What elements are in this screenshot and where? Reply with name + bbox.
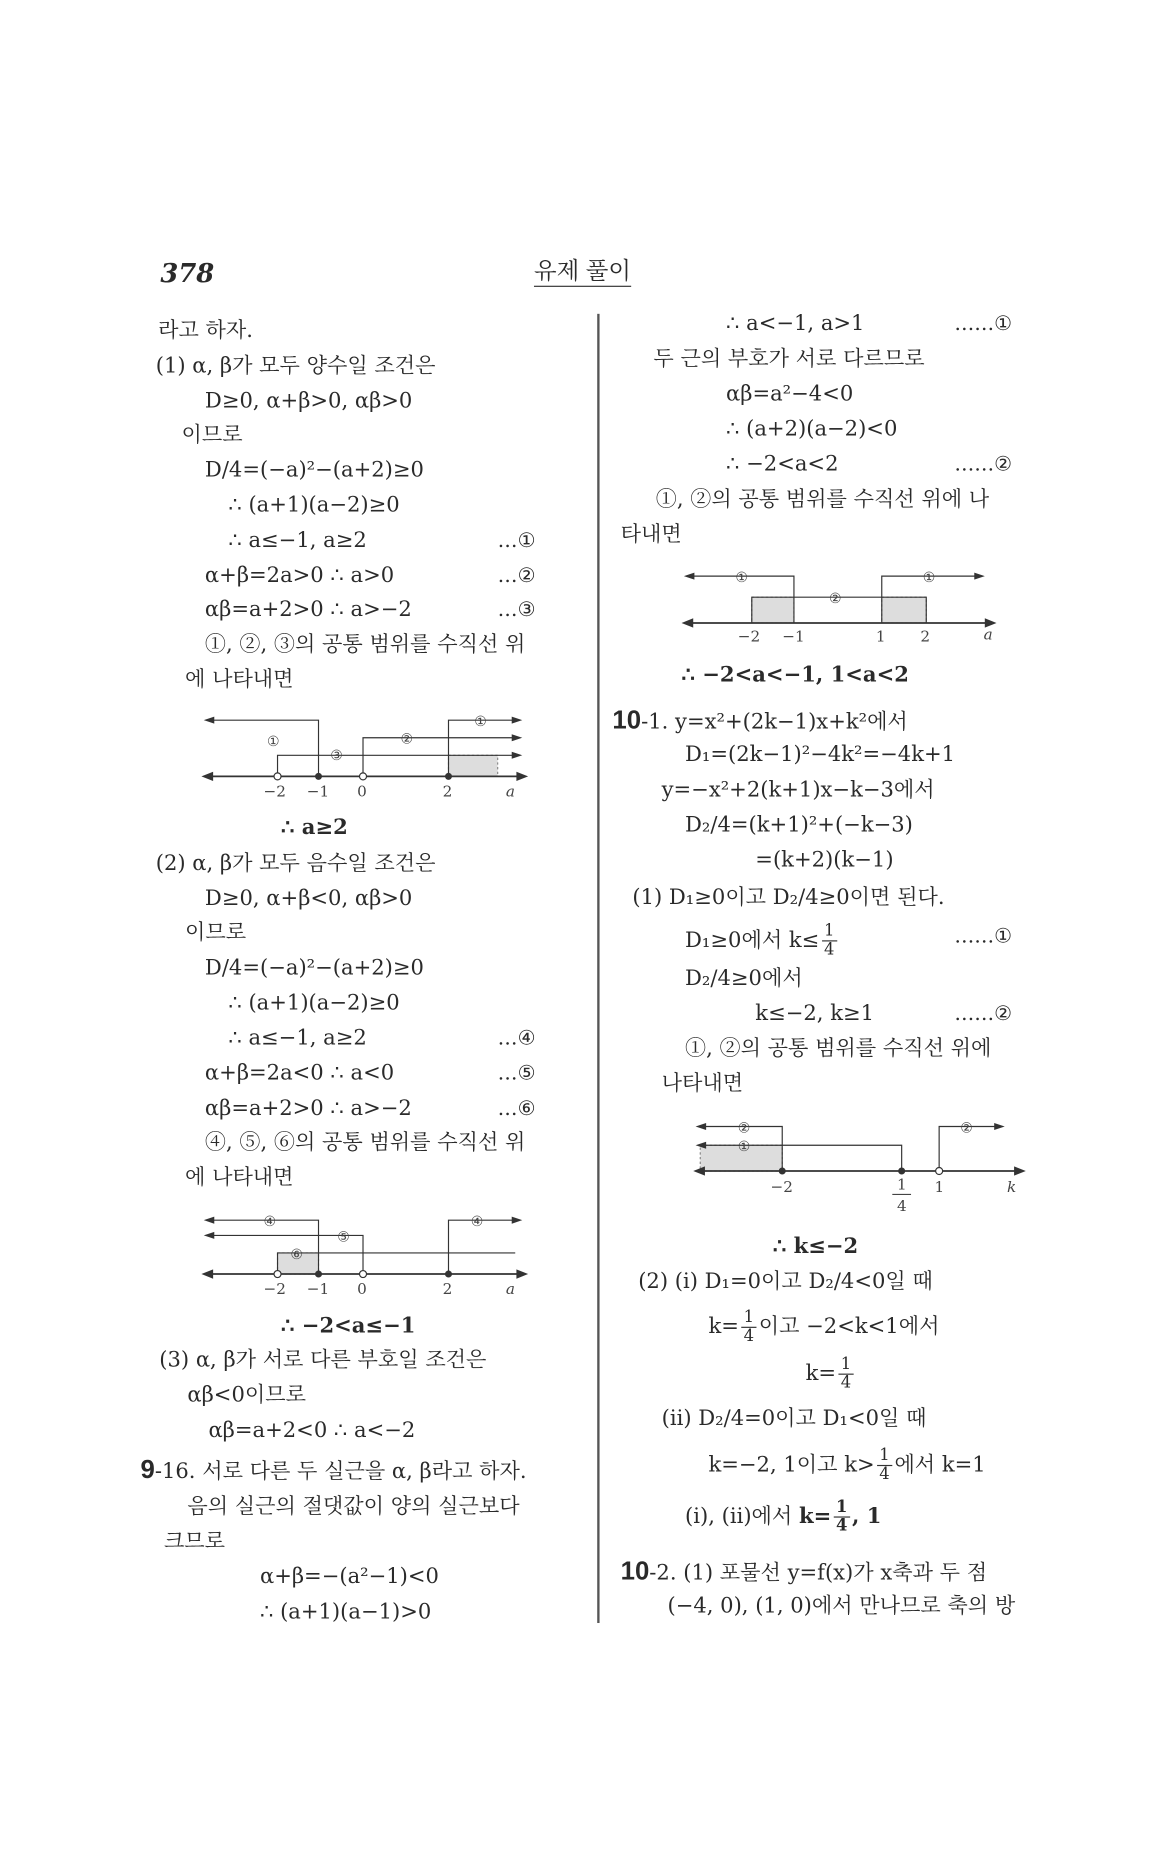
problem-text: -16. 서로 다른 두 실근을 α, β라고 하자.: [154, 1459, 527, 1484]
text-line: [708, 1447, 985, 1483]
problem-text: -2. (1) 포물선 y=f(x)가 x축과 두 점: [649, 1560, 988, 1586]
diagram-label: ④: [263, 1214, 277, 1231]
diagram-label: ②: [829, 591, 842, 608]
text: (i), (ii)에서: [685, 1504, 799, 1529]
text-line: 라고 하자.: [158, 318, 253, 344]
tick-label: −1: [782, 627, 805, 646]
equation-marker: …①: [497, 529, 536, 553]
problem-number: 10: [620, 1556, 650, 1586]
problem-number: 10: [612, 704, 642, 735]
text-line: (1) D₁≥0이고 D₂/4≥0이면 된다.: [632, 885, 945, 910]
diagram-label: ①: [735, 569, 748, 586]
number-line-diagram-2: [199, 1206, 533, 1302]
diagram-label: ①: [922, 569, 936, 586]
text-line: D/4=(−a)²−(a+2)≥0: [204, 955, 424, 981]
axis-label: a: [505, 1279, 515, 1298]
text-line: ∴ a≤−1, a≥2: [228, 1025, 367, 1051]
text-line: k≤−2, k≥1: [755, 1001, 875, 1026]
diagram-label: ①: [266, 733, 280, 750]
tick-label: −2: [263, 782, 286, 801]
text-line: 음의 실근의 절댓값이 양의 실근보다: [187, 1494, 520, 1519]
number-line-diagram-3: [679, 560, 1001, 648]
text-line: 나타내면: [661, 1071, 744, 1097]
problem-heading-10-1: [612, 706, 907, 736]
diagram-label: ②: [960, 1120, 973, 1137]
problem-heading-9-16: [141, 1456, 527, 1486]
equation-marker: ……②: [954, 453, 1013, 477]
tick-label: 2: [442, 1279, 453, 1298]
diagram-label: ⑤: [337, 1229, 350, 1246]
text-line: α+β=2a>0 ∴ a>0: [204, 563, 395, 588]
text-line: ∴ a≤−1, a≥2: [228, 528, 367, 553]
equation-marker: ……②: [954, 1002, 1013, 1026]
text-line: αβ=a²−4<0: [726, 381, 854, 407]
result-line: ∴ −2<a<−1, 1<a<2: [681, 662, 909, 688]
number-line-diagram-1: [199, 703, 533, 811]
text-line: ∴ (a+1)(a−1)>0: [259, 1599, 432, 1625]
denominator: 4: [743, 1326, 755, 1346]
denominator: 4: [879, 1464, 890, 1484]
text-line: αβ=a+2>0 ∴ a>−2: [204, 1096, 412, 1121]
numerator: 1: [834, 1499, 850, 1518]
equation-marker: …④: [497, 1026, 536, 1051]
problem-heading-10-2: [621, 1557, 987, 1587]
text-line: 두 근의 부호가 서로 다르므로: [653, 346, 925, 372]
text-line: [685, 923, 839, 959]
text-line: α+β=−(a²−1)<0: [259, 1564, 439, 1590]
tick-label: −2: [263, 1279, 286, 1298]
denominator: 4: [840, 1373, 852, 1393]
equation-marker: …⑤: [497, 1062, 536, 1086]
text: k=−2, 1이고 k>: [708, 1452, 875, 1478]
text-line: [708, 1309, 939, 1345]
fraction: [838, 1356, 853, 1392]
tick-label: 2: [442, 782, 453, 801]
problem-text: -1. y=x²+(2k−1)x+k²에서: [641, 709, 908, 735]
result-line: ∴ −2<a≤−1: [281, 1313, 416, 1339]
diagram-label: ①: [474, 714, 487, 731]
column-divider: [597, 314, 599, 1623]
numerator: 1: [877, 1447, 892, 1466]
text-line: (3) α, β가 서로 다른 부호일 조건은: [159, 1347, 487, 1373]
fraction: [834, 1499, 850, 1535]
fraction: [877, 1447, 892, 1483]
text: k=: [708, 1314, 739, 1340]
axis-label: k: [1007, 1178, 1017, 1197]
text: D₁≥0에서 k≤: [685, 928, 820, 953]
text-line: =(k+2)(k−1): [755, 847, 894, 873]
equation-marker: ……①: [954, 925, 1013, 949]
problem-number: 9: [140, 1454, 155, 1484]
text-line: αβ=a+2>0 ∴ a>−2: [204, 597, 412, 622]
text-line: ∴ −2<a<2: [726, 452, 839, 477]
text-line: 에 나타내면: [185, 667, 294, 693]
numerator: 1: [822, 923, 837, 942]
text-line: α+β=2a<0 ∴ a<0: [204, 1060, 395, 1086]
text-line: D≥0, α+β<0, αβ>0: [204, 886, 413, 912]
text-line: D/4=(−a)²−(a+2)≥0: [204, 457, 424, 483]
text-line: (ii) D₂/4=0이고 D₁<0일 때: [661, 1406, 927, 1431]
tick-label: 0: [357, 1279, 367, 1298]
axis-label: a: [505, 782, 515, 801]
text-line: [806, 1356, 856, 1392]
text-line: ∴ a<−1, a>1: [726, 311, 865, 337]
result-line: ∴ k≤−2: [772, 1234, 859, 1259]
diagram-label: ②: [737, 1120, 751, 1137]
denominator: 4: [835, 1516, 848, 1536]
text: k=: [805, 1361, 837, 1386]
text-line: ④, ⑤, ⑥의 공통 범위를 수직선 위: [204, 1130, 526, 1155]
text-line: (2) (i) D₁=0이고 D₂/4<0일 때: [638, 1269, 933, 1294]
tick-label: −1: [306, 782, 330, 801]
text-line: ∴ (a+1)(a−2)≥0: [228, 990, 400, 1016]
text-line: 크므로: [163, 1529, 226, 1554]
equation-marker: …②: [497, 564, 536, 588]
diagram-label: ②: [400, 731, 414, 748]
text-line: 이므로: [185, 920, 247, 945]
text-line: [685, 1499, 881, 1535]
denominator: 4: [823, 940, 835, 960]
text-line: ①, ②의 공통 범위를 수직선 위에 나: [655, 487, 990, 512]
tick-label: 4: [896, 1196, 907, 1215]
equation-marker: …③: [497, 598, 536, 622]
equation-marker: ……①: [954, 312, 1013, 337]
text-line: 타내면: [620, 522, 682, 547]
fraction: [741, 1309, 756, 1345]
text-line: αβ<0이므로: [187, 1382, 306, 1408]
numerator: 1: [838, 1356, 853, 1375]
tick-label: −2: [770, 1178, 793, 1197]
text-line: ∴ (a+2)(a−2)<0: [726, 416, 898, 442]
diagram-label: ⑥: [290, 1246, 304, 1263]
tick-label: 1: [896, 1175, 907, 1194]
page-number: 378: [160, 258, 215, 290]
text-line: ①, ②의 공통 범위를 수직선 위에: [685, 1036, 992, 1061]
text-line: 에 나타내면: [185, 1165, 294, 1190]
tick-label: −1: [306, 1279, 330, 1298]
text-line: 이므로: [181, 422, 243, 448]
result-line: ∴ a≥2: [281, 815, 348, 840]
text-line: (1) α, β가 모두 양수일 조건은: [155, 353, 436, 379]
text: , 1: [852, 1504, 882, 1529]
numerator: 1: [741, 1309, 756, 1328]
tick-label: 2: [920, 627, 931, 646]
text-line: ∴ (a+1)(a−2)≥0: [228, 492, 400, 518]
equation-marker: …⑥: [497, 1097, 536, 1121]
section-title: 유제 풀이: [534, 258, 631, 287]
text: 이고 −2<k<1에서: [758, 1314, 940, 1340]
tick-label: −2: [737, 627, 761, 646]
text-line: ①, ②, ③의 공통 범위를 수직선 위: [204, 632, 526, 657]
tick-label: 1: [875, 627, 886, 646]
axis-label: a: [983, 625, 993, 644]
text-line: (2) α, β가 모두 음수일 조건은: [155, 851, 436, 876]
diagram-label: ①: [737, 1139, 751, 1156]
diagram-label: ③: [330, 747, 343, 764]
text-line: D₂/4=(k+1)²+(−k−3): [685, 812, 913, 838]
text-line: D₁=(2k−1)²−4k²=−4k+1: [685, 742, 956, 768]
fraction: [822, 923, 837, 959]
text-line: y=−x²+2(k+1)x−k−3에서: [661, 777, 935, 803]
text-line: αβ=a+2<0 ∴ a<−2: [208, 1418, 416, 1443]
text: k=: [798, 1504, 832, 1529]
text: 에서 k=1: [894, 1452, 986, 1478]
text-line: D≥0, α+β>0, αβ>0: [204, 388, 413, 414]
diagram-label: ④: [470, 1214, 484, 1231]
tick-label: 0: [357, 782, 367, 801]
number-line-diagram-4: [691, 1110, 1031, 1227]
text-line: (−4, 0), (1, 0)에서 만나므로 축의 방: [667, 1593, 1016, 1619]
tick-label: 1: [934, 1178, 945, 1197]
text-line: D₂/4≥0에서: [685, 966, 803, 991]
